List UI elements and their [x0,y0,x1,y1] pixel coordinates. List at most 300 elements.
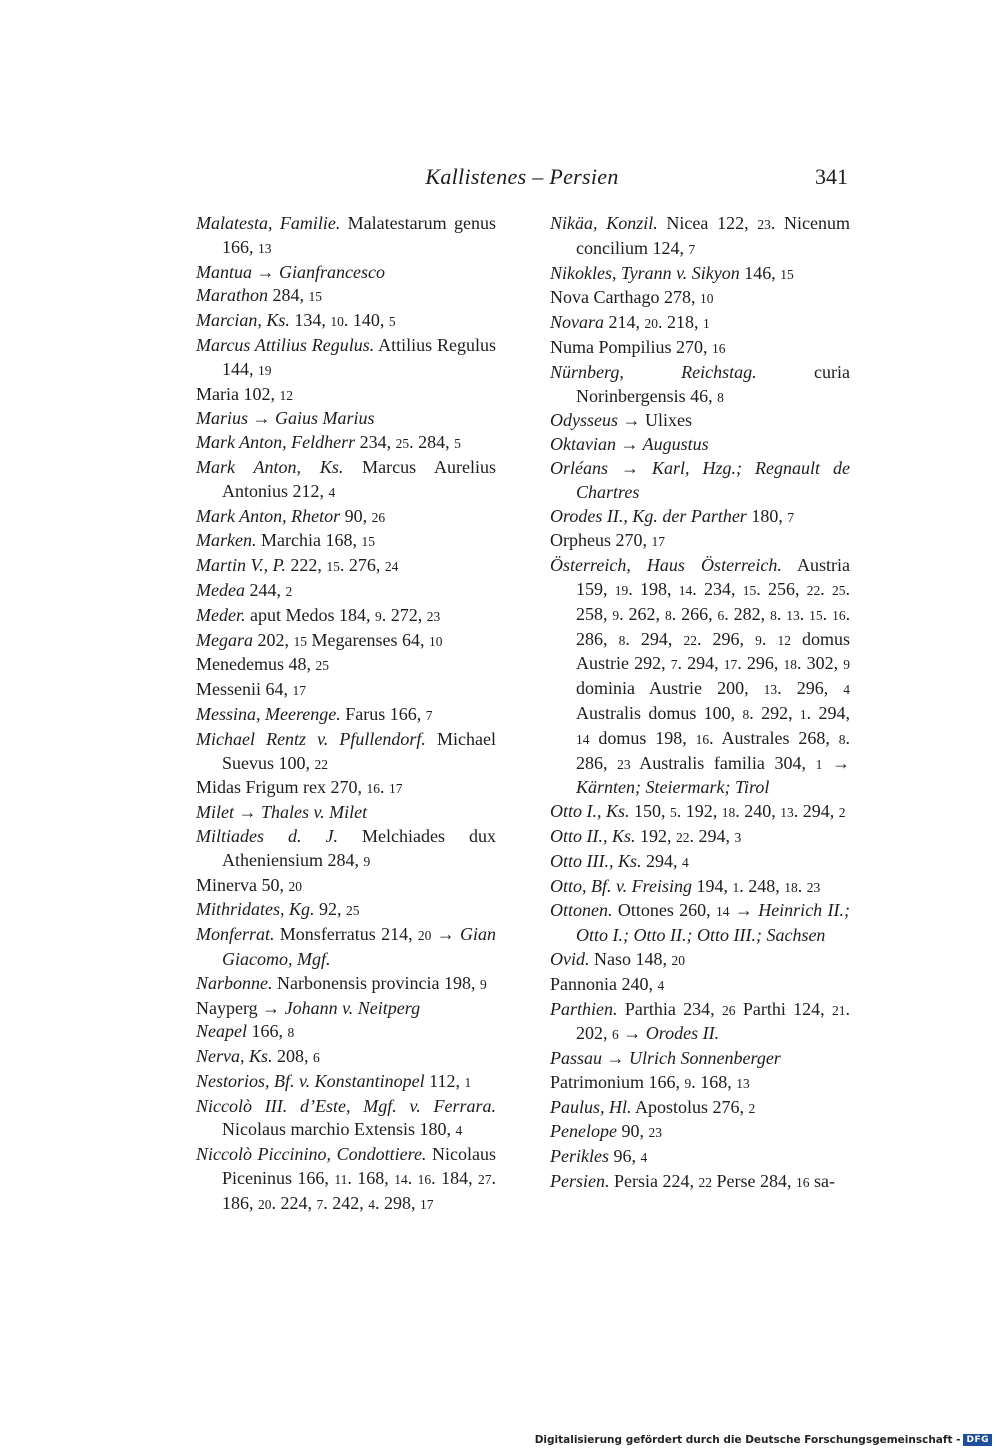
line-number: 26 [722,1002,736,1018]
entry-text: Nova Carthago 278, [550,287,700,308]
line-number: 25 [832,582,846,598]
line-number: 20 [288,878,302,894]
entry-text: Patrimonium 166, [550,1071,685,1092]
line-number: 1 [464,1074,472,1090]
entry-text: Monsferratus 214, [274,924,418,945]
line-number: 23 [806,879,821,895]
entry-text: 234, [355,432,396,453]
line-number: 14 [678,582,693,598]
entry-heading: Niccolò III. d’Este, Mgf. v. Ferrara. [196,1095,496,1116]
entry-text: . 296, [777,678,844,699]
index-entry [196,284,496,309]
entry-text: Parthi 124, [735,998,832,1019]
line-number: 19 [258,362,272,378]
entry-text: dominia Austrie 200, [576,678,764,699]
entry-text: . 286, [576,727,850,773]
entry-text: Maria 102, [196,383,280,404]
line-number: 4 [843,682,850,698]
line-number: 16 [795,1175,810,1191]
line-number: 23 [617,756,631,772]
index-entry [550,212,850,262]
line-number: 21 [832,1002,846,1018]
line-number: 10 [428,633,443,649]
index-entry [550,529,850,554]
entry-heading: Meder. [196,604,246,625]
entry-heading: Otto, Bf. v. Freising [550,875,692,896]
entry-text: . 286, [576,603,851,649]
entry-text: Australis familia 304, [630,752,816,773]
index-entry [196,1095,496,1144]
entry-text: . 168, [347,1168,395,1189]
entry-text: . 294, [689,825,735,846]
line-number: 13 [780,805,794,821]
line-number: 24 [384,559,399,575]
entry-heading: Milet → Thales v. Milet [196,802,368,823]
index-entry [196,334,496,383]
line-number: 22 [806,582,821,598]
entry-text: . 294, [793,801,839,822]
page-header [196,164,848,194]
entry-text: . 294, [625,628,684,649]
entry-text: 90, [340,505,372,526]
entry-text: . 256, [756,578,807,599]
line-number: 9 [684,1075,692,1091]
line-number: 4 [657,977,665,993]
entry-text: . 266, [671,603,718,624]
entry-text: . 218, [658,312,703,333]
line-number: 5 [388,314,396,330]
entry-text: Pannonia 240, [550,973,658,994]
line-number: 26 [371,509,386,525]
line-number: 8 [838,731,846,747]
index-entry [550,1096,850,1121]
index-entry [550,850,850,875]
entry-text: 192, [635,825,676,846]
line-number: 25 [346,903,360,919]
line-number: 4 [328,484,336,500]
index-entry [196,1143,496,1216]
entry-text: Nicolaus Piceninus 166, [222,1144,496,1189]
index-column-left [196,212,496,1217]
entry-text: . [407,1168,418,1189]
line-number: 15 [742,582,757,598]
index-entry [550,973,850,998]
entry-text: 180, [746,505,788,526]
entry-text: Parthia 234, [617,998,722,1019]
line-number: 8 [742,706,750,722]
entry-text: Megarenses 64, [307,629,429,650]
line-number: 13 [763,682,778,698]
entry-heading: Odysseus → [550,410,645,431]
entry-heading: Nerva, Ks. [196,1046,273,1067]
entry-text: 294, [641,850,682,871]
entry-heading: Medea [196,579,245,600]
line-number: 11 [334,1172,348,1188]
entry-text: 146, [739,262,781,283]
index-entry [196,801,496,825]
entry-heading: Mantua → Gianfrancesco [196,261,385,282]
line-number: 5 [670,805,677,821]
entry-text: . 192, [676,801,722,822]
entry-text: . 202, [576,998,850,1044]
entry-heading: Marcus Attilius Regulus. [196,334,375,355]
index-entry [196,309,496,334]
entry-heading: → Johann v. Neitperg [262,997,421,1018]
line-number: 8 [287,1025,295,1041]
entry-heading: Persien. [550,1171,610,1192]
entry-heading: Megara [196,629,253,650]
index-entry [550,361,850,410]
line-number: 1 [815,756,823,772]
line-number: 14 [576,731,590,747]
entry-heading: Paulus, Hl. [550,1096,632,1117]
entry-heading: Marathon [196,285,268,306]
line-number: 13 [736,1075,750,1091]
entry-text: . [761,628,778,649]
entry-text: aput Medos 184, [245,604,375,625]
entry-heading: Otto II., Ks. [550,825,636,846]
index-entry [196,825,496,874]
index-entry [196,898,496,923]
entry-text: . 186, [222,1168,497,1213]
index-entry [196,1045,496,1070]
line-number: 9 [479,976,487,992]
index-entry [550,409,850,433]
index-entry [550,825,850,850]
line-number: 22 [676,829,690,845]
entry-text: 214, [604,312,645,333]
entry-text: Naso 148, [589,948,672,969]
index-entry [196,383,496,408]
entry-heading: Mark Anton, Rhetor [196,505,341,526]
line-number: 25 [315,658,329,674]
line-number: 4 [368,1196,375,1212]
index-entry [550,899,850,948]
line-number: 17 [723,657,738,673]
line-number: 20 [671,952,685,968]
entry-text: . 240, [735,801,781,822]
entry-text: 244, [244,579,286,600]
entry-text: Apostolus 276, [631,1096,749,1117]
entry-text: . 140, [343,310,389,331]
index-entry [196,972,496,997]
page-number: 341 [815,164,848,189]
entry-heading: Marken. [196,530,257,551]
index-entry [196,629,496,654]
line-number: 1 [732,879,740,895]
index-entry [196,261,496,285]
entry-text: . [797,875,807,896]
index-entry [550,1120,850,1145]
entry-text: Menedemus 48, [196,654,316,675]
entry-text: Farus 166, [340,703,426,724]
entry-text: 134, [289,310,331,331]
index-entry [550,433,850,457]
entry-text: Melchiades dux Atheniensium 284, [222,825,497,870]
entry-heading: Nikokles, Tyrann v. Sikyon [550,262,740,283]
entry-heading: → Heinrich II.; Otto I.; Otto II.; Otto III.; Sachsen [576,900,850,946]
entry-text: . 258, [576,578,850,624]
entry-heading: Nestorios, Bf. v. Konstantinopel [196,1070,425,1091]
index-entry [550,875,850,900]
line-number: 6 [717,607,725,623]
line-number: 20 [417,928,432,944]
line-number: 16 [712,340,726,356]
line-number: 14 [716,904,730,920]
index-entry [550,336,850,361]
entry-heading: Penelope [550,1121,617,1142]
entry-text: . [380,777,389,798]
entry-text: 208, [272,1046,313,1067]
footer-text: Digitalisierung gefördert durch die Deutsche Forschungsgemeinschaft - [534,1434,961,1446]
index-entry [196,923,496,972]
line-number: 20 [644,316,658,332]
line-number: 8 [664,607,672,623]
line-number: 15 [326,559,340,575]
index-entry [196,505,496,530]
index-entry [196,554,496,579]
line-number: 17 [389,781,403,797]
entry-text: Perse 284, [711,1171,796,1192]
line-number: 10 [330,314,344,330]
entry-text: Michael Suevus 100, [222,728,496,773]
index-entry [550,554,850,800]
entry-heading: Perikles [550,1146,609,1167]
line-number: 13 [786,607,800,623]
line-number: 15 [293,633,307,649]
entry-text: domus Austrie 292, [576,628,851,674]
entry-heading: Malatesta, Familie. [196,213,341,233]
index-entry [550,457,850,505]
entry-text: . Australes 268, [709,727,839,748]
entry-text: . 198, [628,578,679,599]
line-number: 23 [426,608,441,624]
entry-text: Malatestarum genus 166, [222,213,496,257]
entry-heading: Miltiades d. J. [196,825,339,846]
entry-heading: Passau → Ulrich Sonnenberger [550,1048,781,1069]
entry-text: . 284, [409,432,455,453]
entry-text: . 302, [797,653,844,674]
line-number: 22 [683,632,697,648]
entry-heading: → Gian Giacomo, Mgf. [222,924,496,969]
index-entry [196,776,496,801]
entry-text: 150, [629,801,671,822]
index-entry [550,1071,850,1096]
index-entry [550,262,850,287]
line-number: 4 [455,1123,463,1139]
line-number: 18 [721,805,736,821]
entry-text: Attilius Regulus 144, [222,334,496,379]
line-number: 22 [698,1175,712,1191]
entry-heading: Otto III., Ks. [550,850,642,871]
line-number: 12 [279,387,293,403]
entry-heading: Mithridates, Kg. [196,899,315,920]
index-entry [196,212,496,261]
entry-text: . [799,603,810,624]
running-title: Kallistenes – Persien [425,164,619,189]
index-entry [550,1047,850,1071]
entry-text: Numa Pompilius 270, [550,336,713,357]
entry-text: 92, [314,899,347,920]
index-entry [196,997,496,1021]
line-number: 15 [361,534,375,550]
entry-heading: Nikäa, Konzil. [550,213,658,233]
line-number: 23 [648,1125,662,1141]
index-entry [196,678,496,703]
line-number: 2 [838,805,846,821]
entry-heading: Neapel [196,1021,247,1042]
line-number: 18 [783,657,797,673]
entry-heading: Monferrat. [196,924,275,945]
index-entry [550,286,850,311]
line-number: 8 [717,389,724,405]
entry-heading: Michael Rentz v. Pfullendorf. [196,728,426,749]
entry-text: . 184, [431,1168,479,1189]
line-number: 13 [258,240,272,256]
entry-text: sa- [809,1171,835,1192]
line-number: 2 [285,583,293,599]
entry-text: 222, [285,555,327,576]
entry-text: Nicea 122, [657,213,758,233]
entry-heading: Marius → Gaius Marius [196,408,375,429]
index-entry [196,407,496,431]
entry-heading: Messina, Meerenge. [196,703,341,724]
entry-text: . 296, [696,628,756,649]
entry-text: Messenii 64, [196,679,293,700]
entry-text: . [776,603,787,624]
index-entry [196,728,496,777]
entry-heading: Österreich, Haus Österreich. [550,555,782,576]
entry-text: curia Norinbergensis 46, [576,361,850,406]
line-number: 18 [784,879,798,895]
entry-text: . 272, [381,604,427,625]
entry-heading: Novara [550,312,604,333]
entry-heading: Oktavian → Augustus [550,434,709,455]
digitization-footer [535,1434,992,1446]
entry-text: 90, [616,1121,649,1142]
line-number: 14 [394,1172,408,1188]
index-entry [196,529,496,554]
index-column-right [550,212,850,1195]
entry-text: Persia 224, [609,1171,699,1192]
entry-heading: Nürnberg, Reichstag. [550,361,757,382]
line-number: 2 [748,1100,756,1116]
index-entry [196,456,496,505]
entry-text: . 234, [692,578,743,599]
entry-text: . 296, [737,653,784,674]
line-number: 1 [703,316,710,332]
entry-text: Marcus Aurelius Antonius 212, [222,456,496,501]
index-entry [196,653,496,678]
entry-heading: Orodes II., Kg. der Parther [550,505,747,526]
line-number: 8 [618,632,626,648]
line-number: 17 [651,534,665,550]
line-number: 7 [425,707,433,723]
entry-heading: → Kärnten; Steiermark; Tirol [576,752,851,798]
line-number: 9 [363,853,371,869]
line-number: 15 [809,607,823,623]
entry-text: 166, [247,1021,288,1042]
line-number: 7 [688,241,696,257]
entry-text: . 294, [677,653,724,674]
entry-text: . Nicenum concilium 124, [576,213,850,258]
line-number: 9 [843,657,850,673]
line-number: 9 [755,632,762,648]
line-number: 9 [612,607,620,623]
line-number: 7 [316,1196,324,1212]
entry-text: Austria 159, [576,555,850,599]
line-number: 17 [420,1196,434,1212]
entry-text: domus 198, [589,727,696,748]
line-number: 5 [454,436,461,452]
entry-text: 194, [691,875,733,896]
line-number: 15 [308,289,322,305]
line-number: 17 [292,683,306,699]
entry-heading: Orléans → Karl, Hzg.; Regnault de Chartres [550,457,850,502]
entry-heading: Mark Anton, Ks. [196,456,344,477]
entry-heading: Ottonen. [550,900,613,921]
line-number: 9 [374,608,382,624]
entry-text: . 242, [323,1192,369,1213]
line-number: 10 [699,291,714,307]
index-entry [196,874,496,899]
entry-text: Nayperg [196,997,263,1018]
entry-text: 112, [424,1070,465,1091]
line-number: 16 [832,607,846,623]
entry-text: . [820,578,832,599]
entry-text: 202, [253,629,294,650]
index-entry [550,800,850,825]
entry-text: Australis domus 100, [576,702,743,723]
entry-heading: Mark Anton, Feldherr [196,432,356,453]
entry-text: . 248, [739,875,785,896]
index-entry [550,505,850,530]
index-entry [550,998,850,1048]
index-entry [196,431,496,456]
entry-heading: → Orodes II. [618,1023,720,1044]
index-entry [550,1170,850,1195]
index-entry [196,703,496,728]
line-number: 20 [258,1196,272,1212]
entry-heading: Martin V., P. [196,555,286,576]
entry-text: . 276, [339,555,385,576]
line-number: 3 [734,829,742,845]
line-number: 15 [780,266,794,282]
entry-text: . 168, [691,1071,737,1092]
line-number: 25 [395,436,410,452]
entry-heading: Ovid. [550,948,590,969]
entry-text: Narbonensis provincia 198, [272,972,480,993]
entry-text: . 294, [806,702,851,723]
line-number: 19 [614,582,629,598]
line-number: 4 [682,854,689,870]
line-number: 16 [366,781,380,797]
entry-text: Nicolaus marchio Extensis 180, [222,1119,456,1140]
entry-text: Orpheus 270, [550,530,652,551]
entry-heading: Niccolò Piccinino, Condottiere. [196,1144,427,1165]
index-entry [550,1145,850,1170]
entry-text: . 282, [724,603,771,624]
entry-text: 96, [608,1146,641,1167]
entry-text: . 224, [271,1192,317,1213]
line-number: 23 [757,217,771,232]
entry-heading: Parthien. [550,998,618,1019]
entry-heading: Narbonne. [196,972,273,993]
entry-text: . 298, [375,1192,420,1213]
index-entry [196,604,496,629]
line-number: 22 [314,756,329,772]
dfg-logo: DFG [963,1434,992,1446]
